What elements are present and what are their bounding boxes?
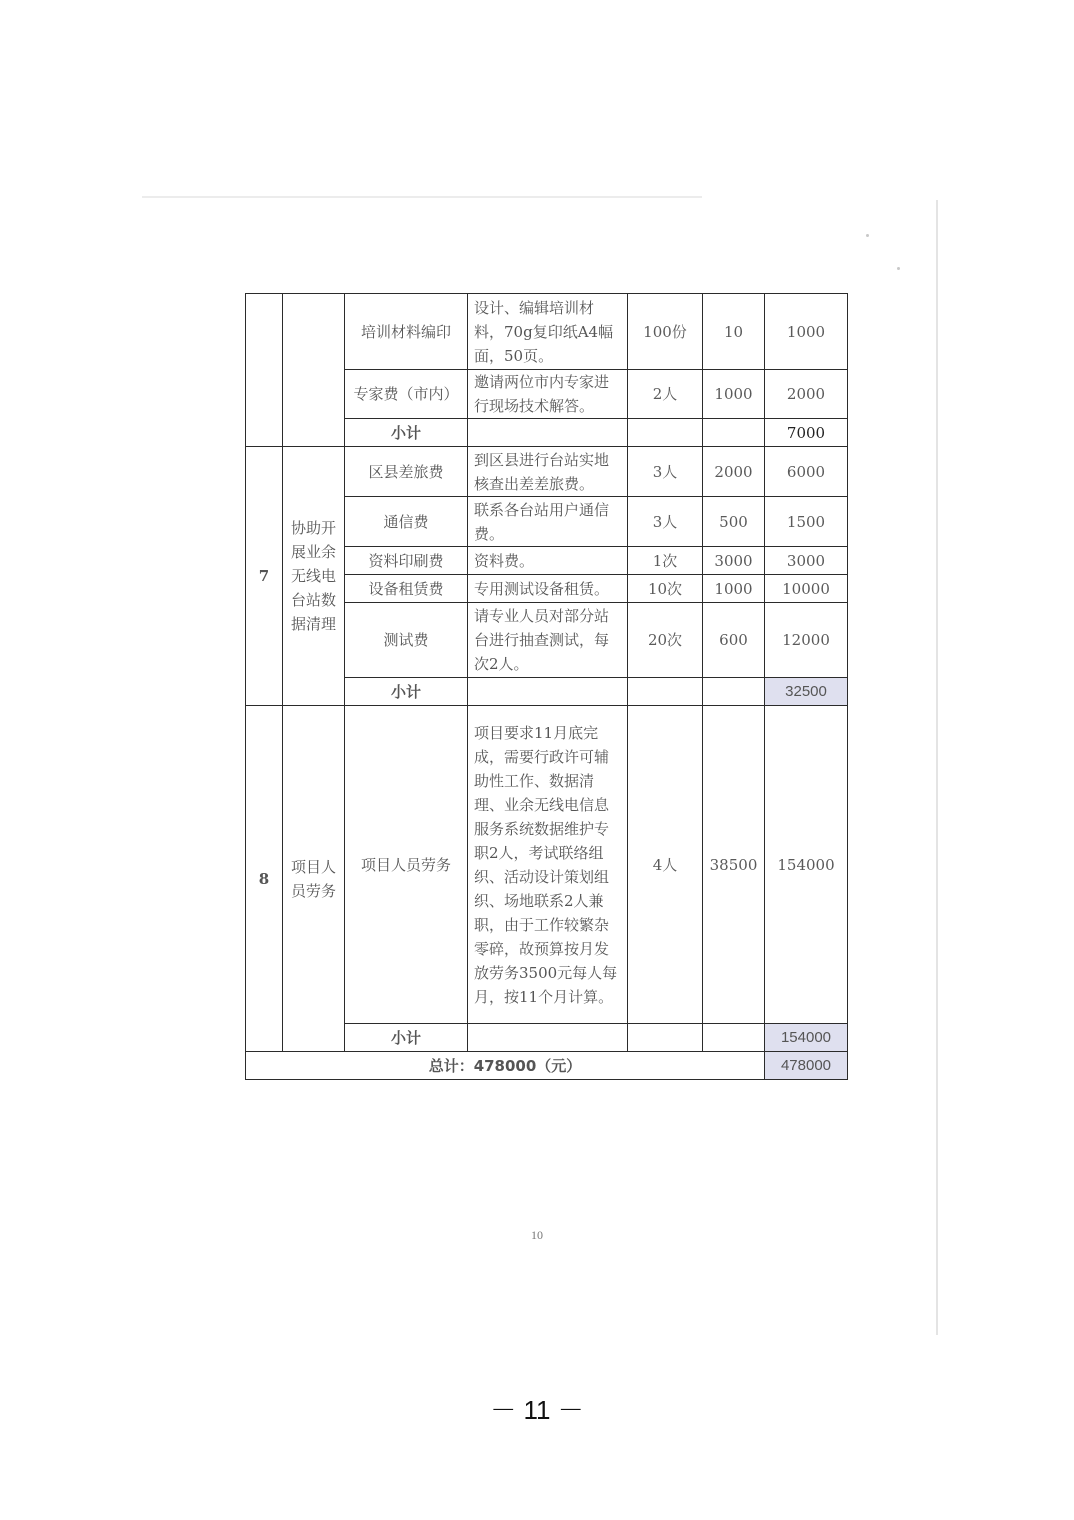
item-cell: 专家费（市内） (345, 370, 468, 419)
desc-cell: 请专业人员对部分站台进行抽查测试，每次2人。 (468, 603, 628, 678)
qty-cell: 10次 (628, 575, 703, 603)
empty-cell (468, 419, 628, 447)
budget-table (245, 293, 848, 1080)
empty-cell (628, 1024, 703, 1052)
empty-cell (628, 678, 703, 706)
total-row (246, 1052, 848, 1080)
empty-cell (468, 678, 628, 706)
qty-cell: 3人 (628, 447, 703, 497)
item-cell: 区县差旅费 (345, 447, 468, 497)
amount-cell: 3000 (765, 547, 848, 575)
price-cell: 3000 (703, 547, 765, 575)
project-name: 项目人员劳务 (283, 706, 345, 1052)
price-cell: 1000 (703, 370, 765, 419)
subtotal-label: 小计 (345, 1024, 468, 1052)
amount-cell: 12000 (765, 603, 848, 678)
qty-cell: 4人 (628, 706, 703, 1024)
empty-cell (703, 1024, 765, 1052)
table-row (246, 447, 848, 497)
item-cell: 项目人员劳务 (345, 706, 468, 1024)
price-cell: 1000 (703, 575, 765, 603)
qty-cell: 1次 (628, 547, 703, 575)
amount-cell: 1500 (765, 497, 848, 547)
item-cell: 通信费 (345, 497, 468, 547)
amount-cell: 6000 (765, 447, 848, 497)
price-cell: 10 (703, 294, 765, 370)
table-row (246, 294, 848, 370)
item-cell: 测试费 (345, 603, 468, 678)
price-cell: 600 (703, 603, 765, 678)
amount-cell: 154000 (765, 706, 848, 1024)
scan-speck (897, 267, 900, 270)
desc-cell: 设计、编辑培训材料，70g复印纸A4幅面，50页。 (468, 294, 628, 370)
subtotal-amount: 154000 (765, 1024, 848, 1052)
scan-edge-right (936, 200, 938, 1335)
qty-cell: 3人 (628, 497, 703, 547)
seq-number: 7 (246, 447, 283, 706)
subtotal-amount: 7000 (765, 419, 848, 447)
price-cell: 500 (703, 497, 765, 547)
item-cell: 设备租赁费 (345, 575, 468, 603)
scan-speck (866, 234, 869, 237)
desc-cell: 联系各台站用户通信费。 (468, 497, 628, 547)
project-cell-blank (283, 294, 345, 447)
seq-number: 8 (246, 706, 283, 1052)
table-row (246, 706, 848, 1024)
total-amount: 478000 (765, 1052, 848, 1080)
empty-cell (703, 678, 765, 706)
inner-page-number: 10 (531, 1228, 543, 1242)
desc-cell: 专用测试设备租赁。 (468, 575, 628, 603)
amount-cell: 10000 (765, 575, 848, 603)
desc-cell: 项目要求11月底完成，需要行政许可辅助性工作、数据清理、业余无线电信息服务系统数据维护专职2人，考试联络组织、活动设计策划组织、场地联系2人兼职，由于工作较繁杂零碎，故预算按月发放劳务3500元每人每月，按11个月计算。 (468, 706, 628, 1024)
page-number: － 11 － (490, 1395, 584, 1425)
empty-cell (628, 419, 703, 447)
empty-cell (703, 419, 765, 447)
empty-cell (468, 1024, 628, 1052)
desc-cell: 到区县进行台站实地核查出差差旅费。 (468, 447, 628, 497)
qty-cell: 100份 (628, 294, 703, 370)
total-label: 总计：478000（元） (246, 1052, 765, 1080)
desc-cell: 资料费。 (468, 547, 628, 575)
seq-cell-blank (246, 294, 283, 447)
qty-cell: 20次 (628, 603, 703, 678)
subtotal-label: 小计 (345, 678, 468, 706)
project-name: 协助开展业余无线电台站数据清理 (283, 447, 345, 706)
desc-cell: 邀请两位市内专家进行现场技术解答。 (468, 370, 628, 419)
amount-cell: 1000 (765, 294, 848, 370)
qty-cell: 2人 (628, 370, 703, 419)
price-cell: 38500 (703, 706, 765, 1024)
subtotal-label: 小计 (345, 419, 468, 447)
item-cell: 资料印刷费 (345, 547, 468, 575)
item-cell: 培训材料编印 (345, 294, 468, 370)
subtotal-amount: 32500 (765, 678, 848, 706)
amount-cell: 2000 (765, 370, 848, 419)
price-cell: 2000 (703, 447, 765, 497)
scan-edge-top (142, 196, 702, 198)
